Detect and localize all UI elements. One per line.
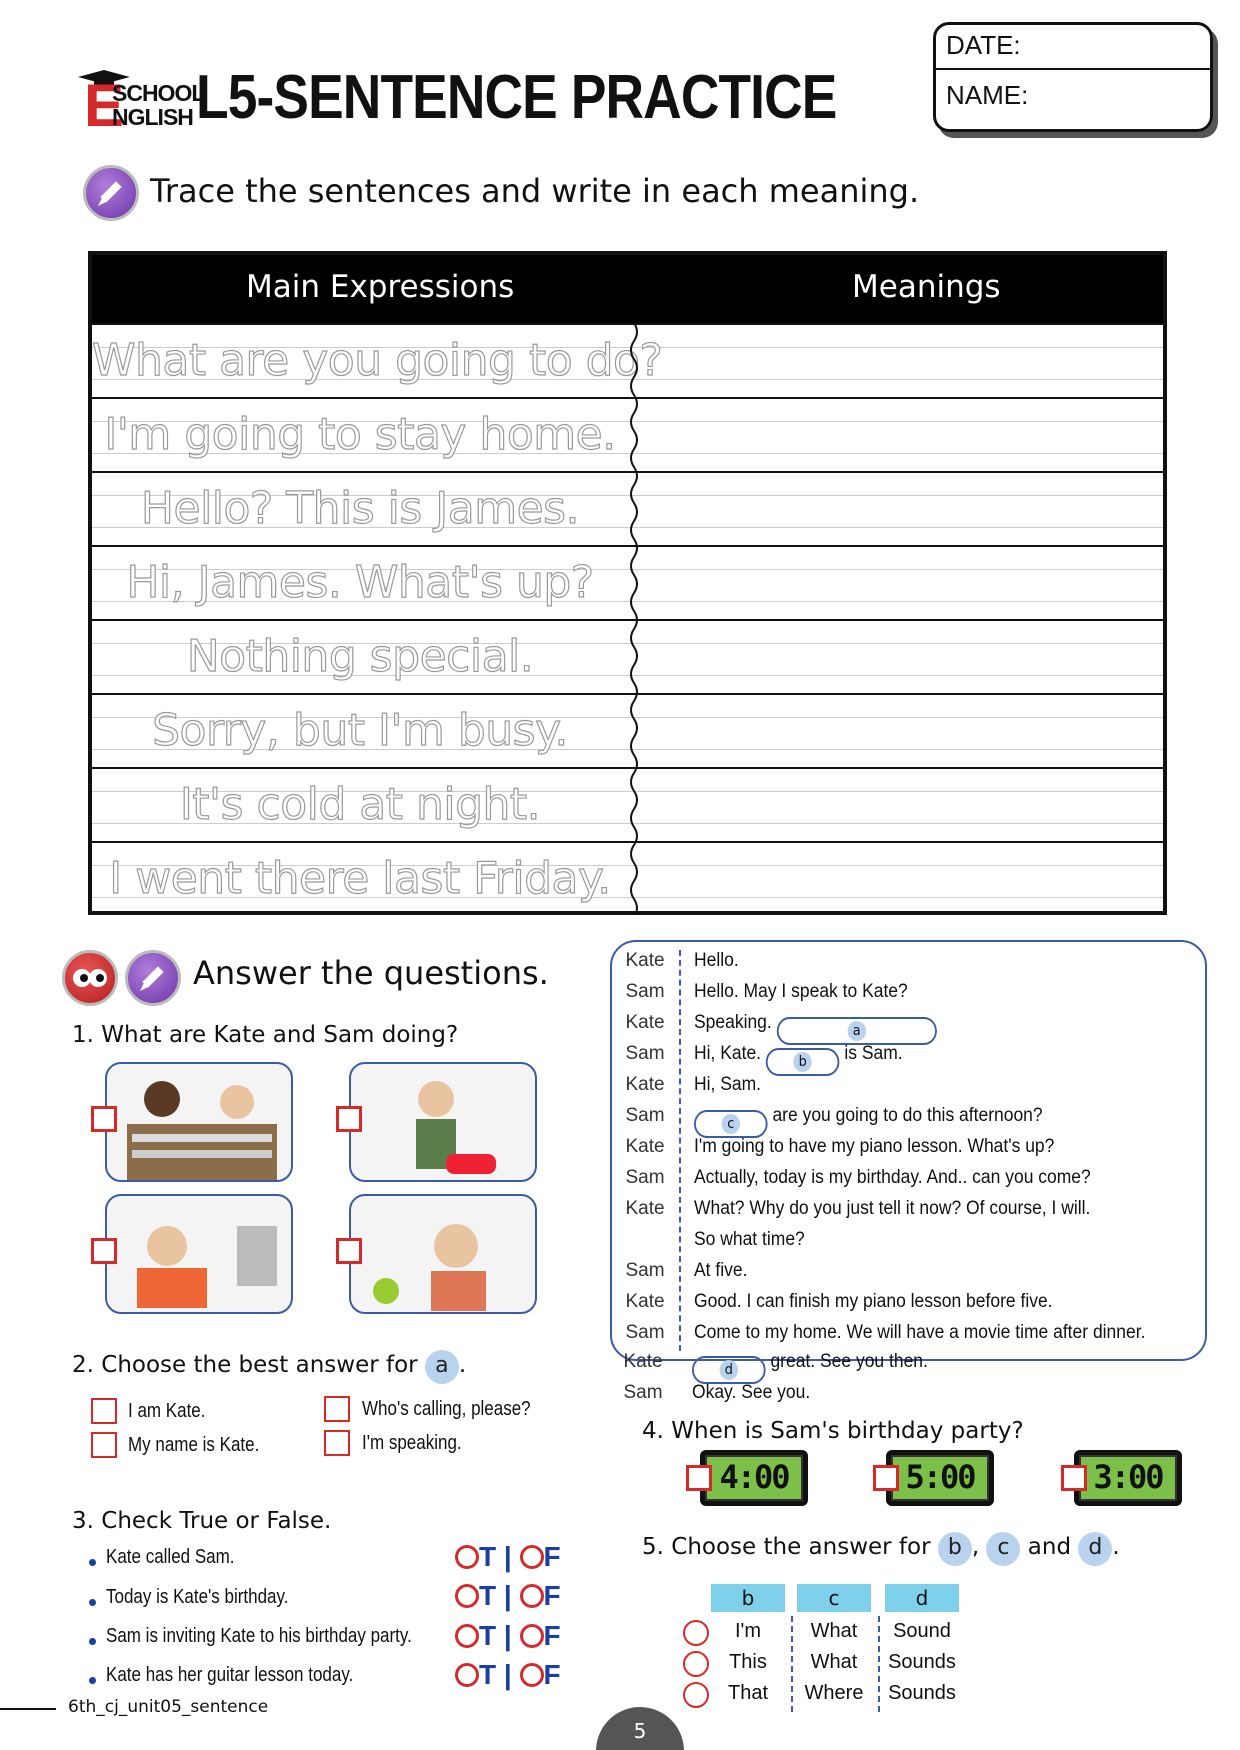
bullet <box>89 1559 96 1566</box>
option-label: Who's calling, please? <box>362 1398 531 1420</box>
digital-clock-icon: 5:00 <box>886 1450 994 1506</box>
true-false-choice[interactable]: T | F <box>455 1659 561 1691</box>
answer-checkbox[interactable] <box>91 1238 117 1264</box>
trace-sentence: I went there last Friday. <box>109 853 611 904</box>
choice-word: What <box>810 1620 858 1642</box>
circle-icon[interactable] <box>520 1624 544 1648</box>
trace-sentence: Hi, James. What's up? <box>126 557 594 608</box>
choice-word: Where <box>804 1682 864 1704</box>
photo-girl-with-apple <box>349 1194 537 1314</box>
circle-icon[interactable] <box>520 1663 544 1687</box>
col-main-expressions: Main Expressions <box>246 269 515 305</box>
column-divider <box>791 1616 793 1712</box>
true-false-choice[interactable]: T | F <box>455 1620 561 1652</box>
footer-line <box>0 1708 56 1710</box>
logo-word-school: SCHOOL <box>112 80 205 106</box>
section1-instruction: Trace the sentences and write in each meaning. <box>150 172 920 210</box>
expressions-table <box>88 251 1167 915</box>
blank-d[interactable]: d <box>692 1356 766 1384</box>
tf-statement: Kate called Sam. <box>106 1546 235 1568</box>
marker-a: a <box>425 1350 459 1384</box>
marker-d: d <box>1078 1532 1112 1566</box>
blank-b[interactable]: b <box>766 1048 840 1076</box>
bullet <box>89 1677 96 1684</box>
option-checkbox[interactable] <box>91 1432 117 1458</box>
dialogue-box: Kate Hello. Sam Hello. May I speak to Kate? Kate Speaking. a Sam Hi, Kate. b is Sam. Kate Hi, Sam. Sam c are you going to do this afternoon? Kate I'm going to have my piano lesson. What's up? Sam Actually, today is my birthday. And.. can you come? Kate What? Why do you just tell it now? Of course, I will. So what time? Sam At five. Kate Good. I can finish my piano lesson before five. Sam Come to my home. We will have a movie time after dinner. <box>610 940 1207 1361</box>
trace-sentence: What are you going to do? <box>92 335 663 386</box>
answer-checkbox[interactable] <box>336 1238 362 1264</box>
date-label: DATE: <box>946 30 1021 60</box>
blank-c[interactable]: c <box>694 1110 768 1138</box>
section2-instruction: Answer the questions. <box>193 954 549 992</box>
dialogue-line: Sam Okay. See you. <box>623 1382 811 1403</box>
school-english-logo <box>78 70 205 139</box>
circle-icon[interactable] <box>520 1584 544 1608</box>
column-header-c: c <box>797 1584 871 1612</box>
option-radio[interactable] <box>683 1620 709 1646</box>
circle-icon[interactable] <box>520 1545 544 1569</box>
name-label: NAME: <box>946 80 1029 110</box>
circle-icon[interactable] <box>455 1545 479 1569</box>
choice-word: Sounds <box>888 1682 956 1704</box>
circle-icon[interactable] <box>455 1663 479 1687</box>
trace-sentence: It's cold at night. <box>179 779 541 830</box>
marker-c: c <box>986 1532 1020 1566</box>
logo-letter: E <box>84 72 125 139</box>
question-2: 2. Choose the best answer for a . <box>72 1350 466 1384</box>
choice-word: That <box>727 1682 769 1704</box>
true-false-choice[interactable]: T | F <box>455 1541 561 1573</box>
option-radio[interactable] <box>683 1682 709 1708</box>
trace-sentence: Sorry, but I'm busy. <box>152 705 568 756</box>
answer-checkbox[interactable] <box>1061 1465 1087 1491</box>
bullet <box>89 1638 96 1645</box>
question-3: 3. Check True or False. <box>72 1508 332 1534</box>
true-false-choice[interactable]: T | F <box>455 1580 561 1612</box>
footer-code: 6th_cj_unit05_sentence <box>68 1697 269 1717</box>
answer-checkbox[interactable] <box>336 1106 362 1132</box>
digital-clock-icon: 3:00 <box>1074 1450 1182 1506</box>
question-4: 4. When is Sam's birthday party? <box>642 1418 1024 1444</box>
answer-checkbox[interactable] <box>686 1465 712 1491</box>
tf-statement: Sam is inviting Kate to his birthday party. <box>106 1625 412 1647</box>
column-header-b: b <box>711 1584 785 1612</box>
date-name-box <box>933 22 1213 132</box>
pencil-icon <box>83 165 139 221</box>
option-checkbox[interactable] <box>91 1398 117 1424</box>
option-checkbox[interactable] <box>324 1430 350 1456</box>
option-label: My name is Kate. <box>128 1434 260 1456</box>
tf-statement: Kate has her guitar lesson today. <box>106 1664 354 1686</box>
marker-b: b <box>938 1532 972 1566</box>
choice-word: Sound <box>893 1620 951 1642</box>
option-label: I'm speaking. <box>362 1432 462 1454</box>
circle-icon[interactable] <box>455 1624 479 1648</box>
circle-icon[interactable] <box>455 1584 479 1608</box>
trace-sentence: Hello? This is James. <box>140 483 580 534</box>
col-meanings: Meanings <box>852 269 1001 305</box>
question-1: 1. What are Kate and Sam doing? <box>72 1022 459 1048</box>
choice-word: I'm <box>734 1620 762 1642</box>
option-radio[interactable] <box>683 1651 709 1677</box>
blank-a[interactable]: a <box>777 1017 937 1045</box>
tf-statement: Today is Kate's birthday. <box>106 1586 289 1608</box>
option-label: I am Kate. <box>128 1400 206 1422</box>
table-header <box>92 255 1163 323</box>
eyes-icon <box>62 950 118 1006</box>
wavy-divider <box>628 323 640 915</box>
logo-word-english: NGLISH <box>112 104 193 130</box>
answer-checkbox[interactable] <box>873 1465 899 1491</box>
photo-boys-with-books <box>105 1062 293 1182</box>
photo-girl-with-laptop <box>105 1194 293 1314</box>
pencil-icon <box>125 950 181 1006</box>
trace-sentence: Nothing special. <box>186 631 534 682</box>
digital-clock-icon: 4:00 <box>700 1450 808 1506</box>
question-5: 5. Choose the answer for b , c and d . <box>642 1532 1120 1566</box>
bullet <box>89 1599 96 1606</box>
answer-checkbox[interactable] <box>91 1106 117 1132</box>
column-divider <box>878 1616 880 1712</box>
option-checkbox[interactable] <box>324 1396 350 1422</box>
choice-word: What <box>810 1651 858 1673</box>
column-header-d: d <box>885 1584 959 1612</box>
choice-word: Sounds <box>888 1651 956 1673</box>
photo-boy-on-phone <box>349 1062 537 1182</box>
page-title: L5-SENTENCE PRACTICE <box>196 63 837 132</box>
trace-sentence: I'm going to stay home. <box>104 409 616 460</box>
page-number: 5 <box>596 1707 684 1750</box>
choice-word: This <box>729 1651 767 1673</box>
dialogue-line: Kate d great. See you then. <box>610 1351 1207 1381</box>
